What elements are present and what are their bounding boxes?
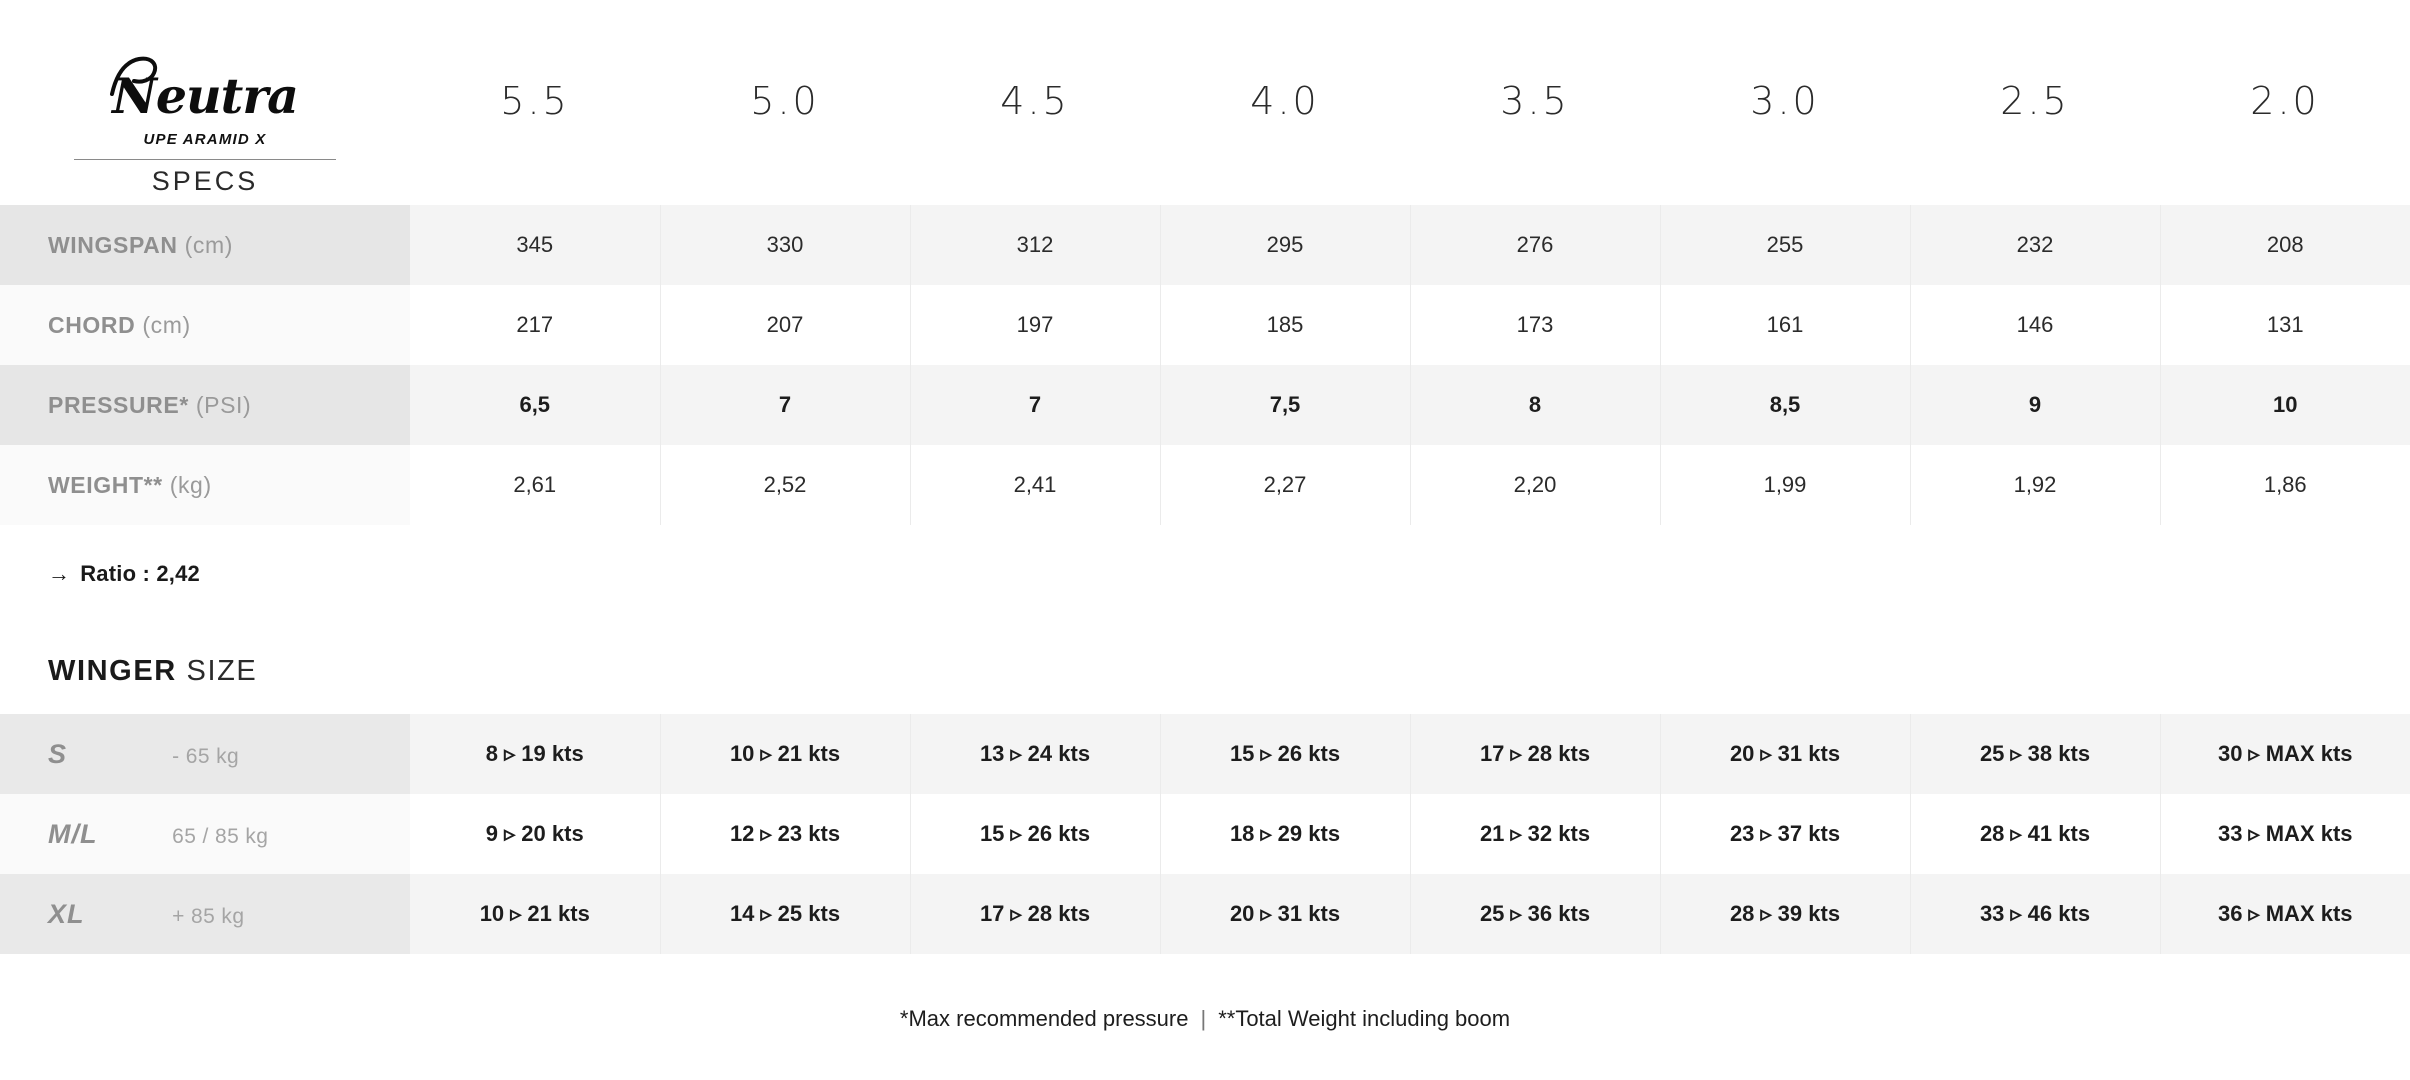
table-row xyxy=(0,205,2410,285)
cell: 14 ▹ 25 kts xyxy=(660,874,910,954)
row-label-unit: (kg) xyxy=(169,471,212,498)
cell: 255 xyxy=(1660,205,1910,285)
cell: 207 xyxy=(660,285,910,365)
cell: 8 ▹ 19 kts xyxy=(410,714,660,794)
cell: 15 ▹ 26 kts xyxy=(1160,714,1410,794)
footnote-left: *Max recommended pressure xyxy=(899,1006,1189,1031)
footnote-separator: | xyxy=(1200,1006,1207,1031)
cell: 33 ▹ MAX kts xyxy=(2217,821,2353,846)
cell: 173 xyxy=(1410,285,1660,365)
cell: 23 ▹ 37 kts xyxy=(1660,794,1910,874)
cell: 345 xyxy=(410,205,660,285)
cell: 1,99 xyxy=(1660,445,1910,525)
cell: 197 xyxy=(910,285,1160,365)
brand-logo xyxy=(112,67,298,125)
cell: 17 ▹ 28 kts xyxy=(1410,714,1660,794)
row-label xyxy=(0,205,410,285)
cell: 330 xyxy=(660,205,910,285)
cell: 9 xyxy=(1910,365,2160,445)
rider-weight-range: + 85 kg xyxy=(172,904,245,928)
cell: 28 ▹ 41 kts xyxy=(1910,794,2160,874)
row-label-name: PRESSURE* xyxy=(48,391,189,418)
cell: 7 xyxy=(660,365,910,445)
brand-divider xyxy=(74,159,336,160)
cell: 20 ▹ 31 kts xyxy=(1160,874,1410,954)
cell: 295 xyxy=(1160,205,1410,285)
table-row xyxy=(0,445,2410,525)
size-header: 3.0 xyxy=(1750,79,1820,123)
winger-title-light: SIZE xyxy=(186,655,258,687)
brand-name: Neutra xyxy=(112,67,298,125)
size-header: 5.0 xyxy=(750,79,820,123)
cell: 131 xyxy=(2266,312,2304,337)
cell: 8,5 xyxy=(1660,365,1910,445)
cell: 146 xyxy=(1910,285,2160,365)
table-row xyxy=(0,285,2410,365)
cell: 15 ▹ 26 kts xyxy=(910,794,1160,874)
cell: 217 xyxy=(410,285,660,365)
cell: 2,20 xyxy=(1410,445,1660,525)
rider-size-tag: XL xyxy=(48,898,85,929)
row-label-unit: (cm) xyxy=(142,311,191,338)
cell: 28 ▹ 39 kts xyxy=(1660,874,1910,954)
row-label xyxy=(0,445,410,525)
brand-tagline: UPE ARAMID X xyxy=(143,131,267,148)
ratio-note xyxy=(0,525,2410,587)
size-header: 4.0 xyxy=(1250,79,1320,123)
cell: 10 ▹ 21 kts xyxy=(410,874,660,954)
size-header: 2.5 xyxy=(2000,79,2070,123)
cell: 276 xyxy=(1410,205,1660,285)
footnote-right: **Total Weight including boom xyxy=(1218,1006,1511,1031)
table-row xyxy=(0,365,2410,445)
rider-weight-range: - 65 kg xyxy=(172,744,240,768)
size-header: 3.5 xyxy=(1500,79,1570,123)
brand-block xyxy=(0,0,410,205)
cell: 6,5 xyxy=(410,365,660,445)
winger-size-title xyxy=(0,587,2410,714)
cell: 10 ▹ 21 kts xyxy=(660,714,910,794)
cell: 13 ▹ 24 kts xyxy=(910,714,1160,794)
cell: 232 xyxy=(1910,205,2160,285)
cell: 8 xyxy=(1410,365,1660,445)
cell: 2,27 xyxy=(1160,445,1410,525)
row-label xyxy=(0,874,410,954)
cell: 185 xyxy=(1160,285,1410,365)
cell: 9 ▹ 20 kts xyxy=(410,794,660,874)
cell: 208 xyxy=(2160,205,2410,285)
cell: 20 ▹ 31 kts xyxy=(1660,714,1910,794)
cell: 12 ▹ 23 kts xyxy=(660,794,910,874)
row-label-name: WINGSPAN xyxy=(48,231,178,258)
row-label-unit: (cm) xyxy=(184,231,233,258)
table-row xyxy=(0,794,2410,874)
row-label xyxy=(0,365,410,445)
size-header: 5.5 xyxy=(500,79,570,123)
table-row xyxy=(0,714,2410,794)
size-header-row xyxy=(410,0,2410,205)
cell: 312 xyxy=(910,205,1160,285)
cell: 36 ▹ MAX kts xyxy=(2160,874,2410,954)
rider-size-tag: M/L xyxy=(48,818,98,849)
winger-title-bold: WINGER xyxy=(48,655,177,687)
header xyxy=(0,0,2410,205)
winger-size-table xyxy=(0,714,2410,954)
rider-size-tag: S xyxy=(48,738,68,769)
cell: 25 ▹ 36 kts xyxy=(1410,874,1660,954)
cell: 161 xyxy=(1660,285,1910,365)
cell: 21 ▹ 32 kts xyxy=(1410,794,1660,874)
size-header: 2.0 xyxy=(2250,79,2320,123)
row-label-name: CHORD xyxy=(48,311,136,338)
cell: 7 xyxy=(910,365,1160,445)
row-label xyxy=(0,794,410,874)
table-row xyxy=(0,874,2410,954)
arrow-right-icon: → xyxy=(48,561,71,586)
brand-section-title: SPECS xyxy=(151,166,259,196)
row-label xyxy=(0,285,410,365)
specs-table xyxy=(0,205,2410,525)
cell: 2,61 xyxy=(410,445,660,525)
cell: 2,52 xyxy=(660,445,910,525)
size-header: 4.5 xyxy=(1000,79,1070,123)
row-label xyxy=(0,714,410,794)
cell: 1,92 xyxy=(1910,445,2160,525)
footnote xyxy=(0,954,2410,1032)
cell: 7,5 xyxy=(1160,365,1410,445)
row-label-name: WEIGHT** xyxy=(48,471,163,498)
cell: 1,86 xyxy=(2263,472,2307,497)
row-label-unit: (PSI) xyxy=(195,391,252,418)
cell: 17 ▹ 28 kts xyxy=(910,874,1160,954)
cell: 25 ▹ 38 kts xyxy=(1910,714,2160,794)
cell: 2,41 xyxy=(910,445,1160,525)
cell: 33 ▹ 46 kts xyxy=(1910,874,2160,954)
rider-weight-range: 65 / 85 kg xyxy=(172,824,269,848)
cell: 18 ▹ 29 kts xyxy=(1160,794,1410,874)
cell: 30 ▹ MAX kts xyxy=(2160,714,2410,794)
cell: 10 xyxy=(2160,365,2410,445)
ratio-value: Ratio : 2,42 xyxy=(80,561,200,586)
